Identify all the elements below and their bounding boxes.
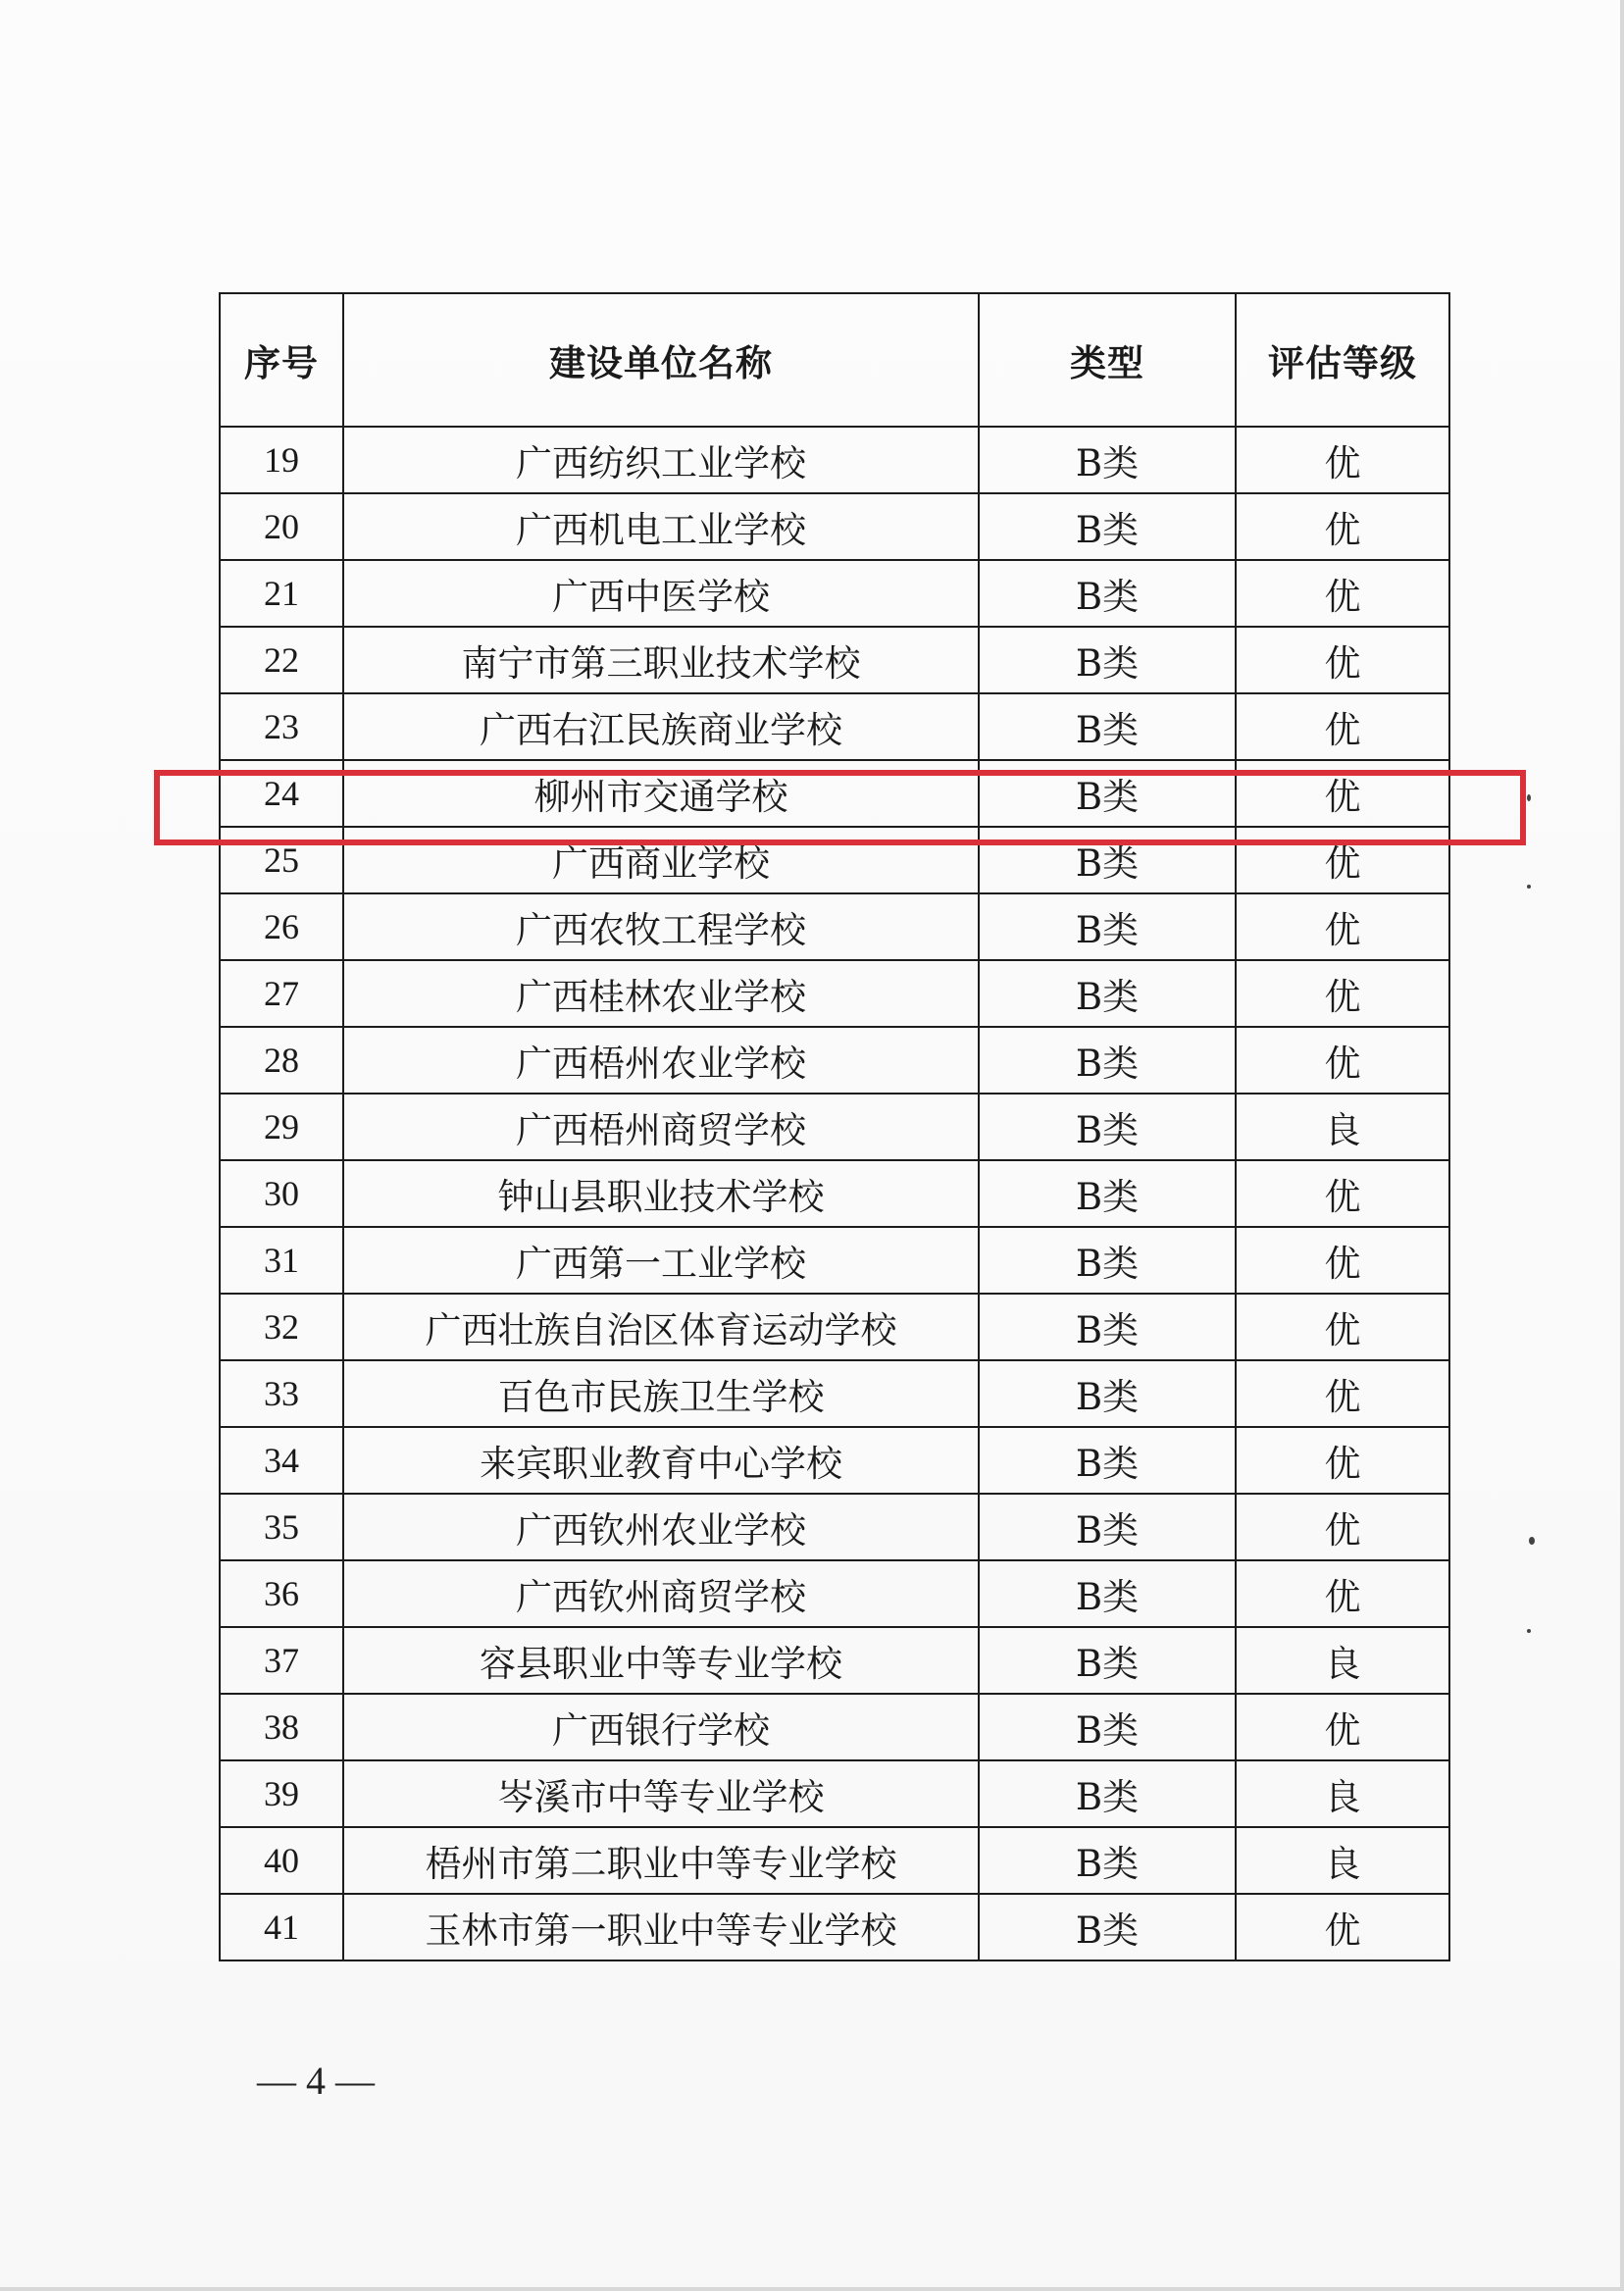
table-row [220,1627,1449,1694]
row-unit-name: 南宁市第三职业技术学校 [343,627,979,693]
table-body [220,427,1449,1960]
row-unit-name: 广西机电工业学校 [343,493,979,560]
row-type: B类 [979,960,1236,1027]
row-type: B类 [979,1027,1236,1094]
row-grade: 优 [1236,760,1449,827]
row-unit-name: 岑溪市中等专业学校 [343,1760,979,1827]
header-unit-name: 建设单位名称 [343,293,979,427]
table-row [220,1360,1449,1427]
row-serial-number: 34 [220,1427,343,1494]
row-grade: 优 [1236,1694,1449,1760]
row-unit-name: 广西钦州商贸学校 [343,1560,979,1627]
row-serial-number: 29 [220,1094,343,1160]
scan-speck [1529,1537,1535,1545]
row-type: B类 [979,560,1236,627]
row-grade: 优 [1236,627,1449,693]
row-unit-name: 广西梧州商贸学校 [343,1094,979,1160]
row-type: B类 [979,1294,1236,1360]
table-row [220,427,1449,493]
scan-edge-bottom [0,2287,1624,2291]
row-serial-number: 20 [220,493,343,560]
row-grade: 优 [1236,1160,1449,1227]
row-type: B类 [979,427,1236,493]
table-header-row [220,293,1449,427]
header-serial-number: 序号 [220,293,343,427]
row-grade: 优 [1236,1427,1449,1494]
row-type: B类 [979,760,1236,827]
row-unit-name: 来宾职业教育中心学校 [343,1427,979,1494]
row-serial-number: 37 [220,1627,343,1694]
row-unit-name: 广西第一工业学校 [343,1227,979,1294]
row-unit-name: 广西银行学校 [343,1694,979,1760]
scan-speck [1527,794,1531,801]
table-row [220,1694,1449,1760]
row-grade: 优 [1236,1294,1449,1360]
table-row [220,1827,1449,1894]
header-type: 类型 [979,293,1236,427]
row-grade: 优 [1236,893,1449,960]
row-unit-name: 广西纺织工业学校 [343,427,979,493]
evaluation-table [219,292,1450,1961]
row-serial-number: 19 [220,427,343,493]
row-serial-number: 26 [220,893,343,960]
page-number: — 4 — [257,2059,375,2103]
row-grade: 良 [1236,1760,1449,1827]
row-unit-name: 广西桂林农业学校 [343,960,979,1027]
table-row [220,960,1449,1027]
row-grade: 优 [1236,1560,1449,1627]
row-unit-name: 容县职业中等专业学校 [343,1627,979,1694]
row-grade: 良 [1236,1094,1449,1160]
row-type: B类 [979,1627,1236,1694]
row-grade: 优 [1236,1027,1449,1094]
row-unit-name: 玉林市第一职业中等专业学校 [343,1894,979,1960]
row-grade: 优 [1236,693,1449,760]
row-type: B类 [979,827,1236,893]
scan-edge-right [1620,0,1624,2291]
table-row [220,693,1449,760]
row-grade: 优 [1236,560,1449,627]
row-grade: 优 [1236,960,1449,1027]
row-grade: 优 [1236,493,1449,560]
row-serial-number: 32 [220,1294,343,1360]
row-type: B类 [979,1694,1236,1760]
row-serial-number: 25 [220,827,343,893]
scan-speck [1527,885,1531,889]
row-type: B类 [979,493,1236,560]
row-serial-number: 31 [220,1227,343,1294]
row-grade: 优 [1236,427,1449,493]
table-row [220,1227,1449,1294]
scan-speck [1527,1629,1531,1633]
row-type: B类 [979,1227,1236,1294]
row-serial-number: 21 [220,560,343,627]
table-row [220,760,1449,827]
row-unit-name: 广西农牧工程学校 [343,893,979,960]
row-grade: 优 [1236,1360,1449,1427]
row-unit-name: 钟山县职业技术学校 [343,1160,979,1227]
table-row [220,827,1449,893]
row-serial-number: 23 [220,693,343,760]
row-grade: 优 [1236,1494,1449,1560]
table-row [220,560,1449,627]
row-type: B类 [979,1760,1236,1827]
row-grade: 优 [1236,827,1449,893]
row-type: B类 [979,1160,1236,1227]
row-unit-name: 广西梧州农业学校 [343,1027,979,1094]
row-type: B类 [979,1094,1236,1160]
table-row [220,1494,1449,1560]
row-type: B类 [979,1827,1236,1894]
row-unit-name: 柳州市交通学校 [343,760,979,827]
row-grade: 良 [1236,1627,1449,1694]
row-unit-name: 广西钦州农业学校 [343,1494,979,1560]
row-type: B类 [979,1427,1236,1494]
table-row [220,1294,1449,1360]
table-row [220,893,1449,960]
row-serial-number: 38 [220,1694,343,1760]
row-grade: 优 [1236,1227,1449,1294]
row-serial-number: 35 [220,1494,343,1560]
table-row [220,1427,1449,1494]
row-grade: 优 [1236,1894,1449,1960]
row-type: B类 [979,1560,1236,1627]
row-serial-number: 40 [220,1827,343,1894]
table-row [220,627,1449,693]
row-serial-number: 27 [220,960,343,1027]
table-row [220,1027,1449,1094]
row-serial-number: 41 [220,1894,343,1960]
row-unit-name: 百色市民族卫生学校 [343,1360,979,1427]
row-serial-number: 36 [220,1560,343,1627]
row-serial-number: 28 [220,1027,343,1094]
table-row [220,1160,1449,1227]
row-grade: 良 [1236,1827,1449,1894]
row-serial-number: 24 [220,760,343,827]
table-row [220,1760,1449,1827]
row-type: B类 [979,693,1236,760]
table-row [220,1094,1449,1160]
row-serial-number: 39 [220,1760,343,1827]
row-type: B类 [979,893,1236,960]
row-unit-name: 广西中医学校 [343,560,979,627]
row-type: B类 [979,1360,1236,1427]
row-type: B类 [979,1494,1236,1560]
row-serial-number: 33 [220,1360,343,1427]
row-unit-name: 梧州市第二职业中等专业学校 [343,1827,979,1894]
row-unit-name: 广西壮族自治区体育运动学校 [343,1294,979,1360]
row-serial-number: 30 [220,1160,343,1227]
row-unit-name: 广西商业学校 [343,827,979,893]
table-row [220,493,1449,560]
table-row [220,1560,1449,1627]
table-row [220,1894,1449,1960]
header-grade: 评估等级 [1236,293,1449,427]
row-unit-name: 广西右江民族商业学校 [343,693,979,760]
row-serial-number: 22 [220,627,343,693]
row-type: B类 [979,627,1236,693]
row-type: B类 [979,1894,1236,1960]
